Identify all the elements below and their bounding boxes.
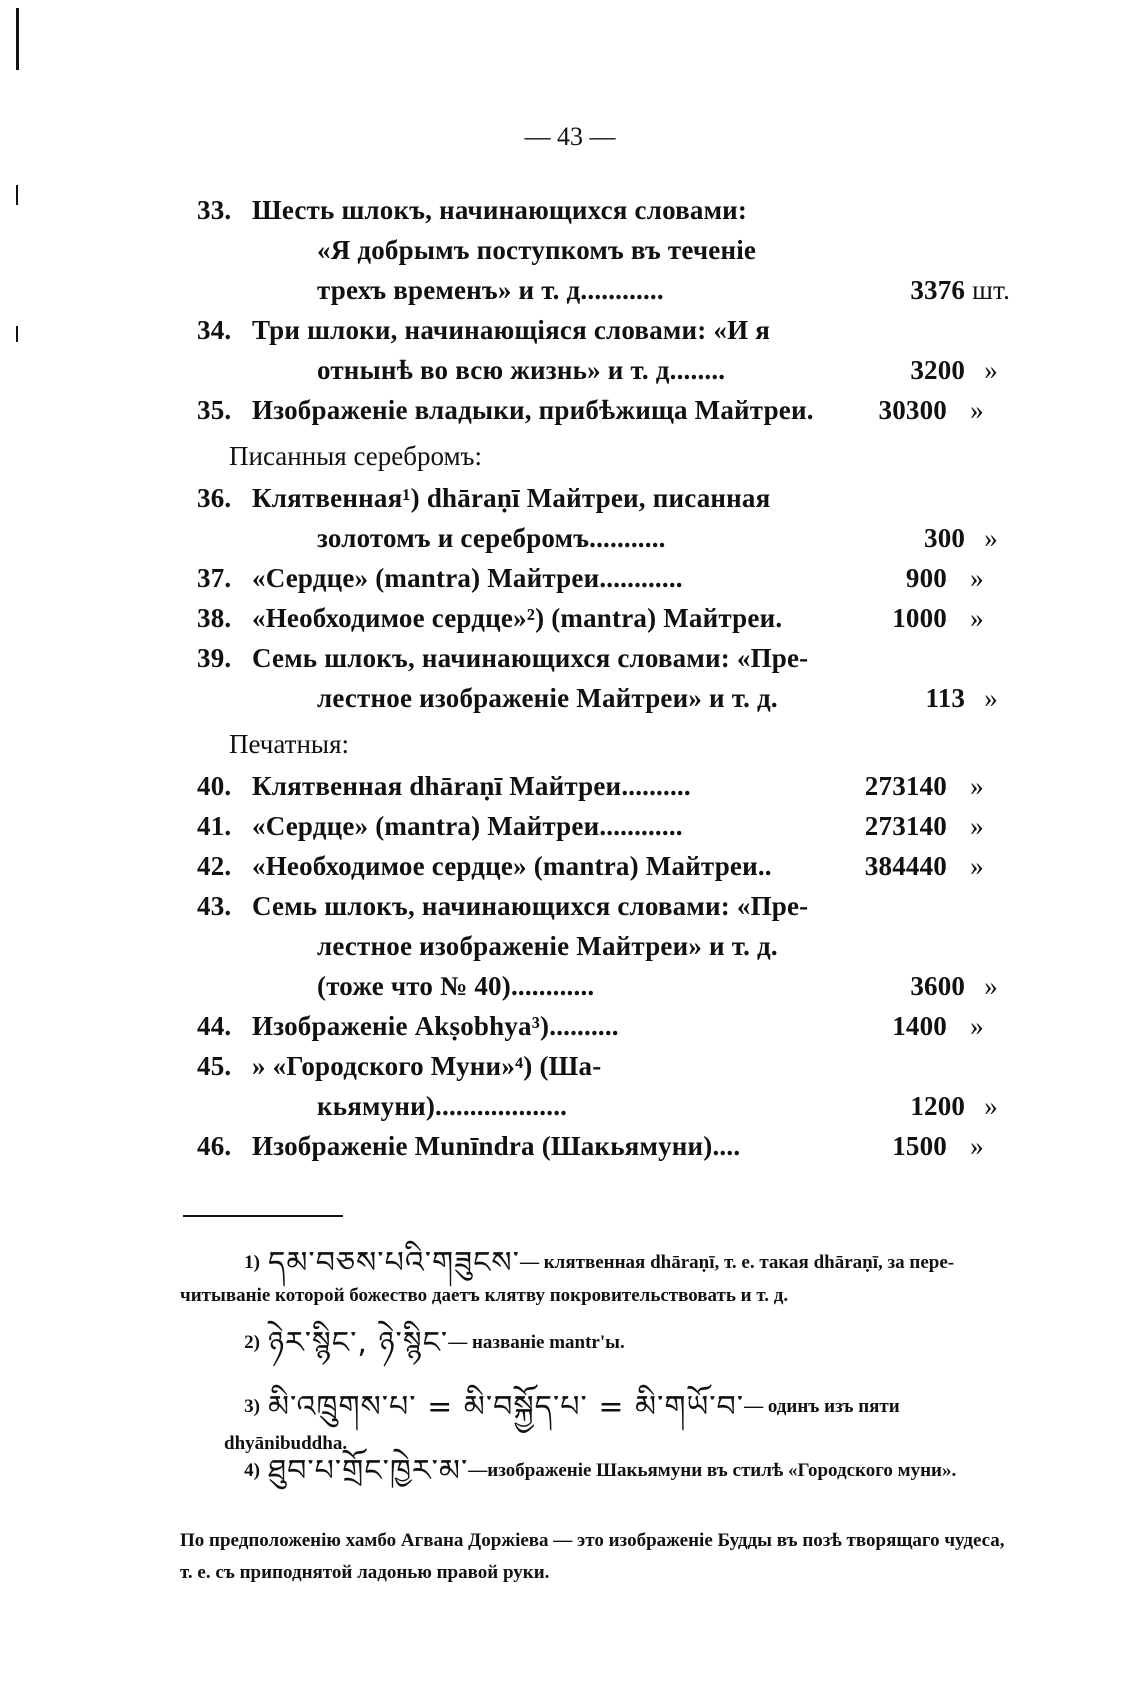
entry-number: 44. bbox=[197, 1011, 232, 1041]
leader-dots: ............ bbox=[599, 563, 683, 593]
entry-number: 40. bbox=[197, 771, 232, 801]
entry-unit: » bbox=[970, 771, 984, 801]
entry-final-line bbox=[197, 598, 1017, 638]
footnote-2 bbox=[180, 1325, 1020, 1389]
entry-quantity: 1200 bbox=[910, 1091, 966, 1121]
entry-line bbox=[197, 638, 1017, 678]
entry-number: 46. bbox=[197, 1131, 232, 1161]
entry-text-cell bbox=[197, 1046, 827, 1086]
entry-quantity: 3200 bbox=[910, 355, 966, 385]
entry-quantity: 113 bbox=[925, 683, 966, 713]
entry-final-line bbox=[197, 390, 1017, 430]
leader-dots: ....... bbox=[676, 355, 726, 385]
entry-text: (тоже что № 40) bbox=[317, 971, 511, 1001]
entry-line bbox=[197, 886, 1017, 926]
entry-text: Семь шлокъ, начинающихся словами: «Пре- bbox=[252, 643, 809, 673]
entry-unit: » bbox=[970, 563, 984, 593]
entry-final-line bbox=[197, 518, 1017, 558]
entry-unit: » bbox=[984, 1091, 998, 1121]
entry-number: 37. bbox=[197, 563, 232, 593]
list-entry bbox=[197, 806, 1017, 846]
list-entry bbox=[197, 1006, 1017, 1046]
entry-final-line bbox=[197, 270, 1017, 310]
entry-unit: шт. bbox=[972, 275, 1011, 305]
entry-text: » «Городского Муни»⁴) (Ша- bbox=[252, 1051, 602, 1081]
entry-final-line bbox=[197, 806, 1017, 846]
entry-text: золотомъ и серебромъ bbox=[317, 523, 590, 553]
closing-note: По предположенію хамбо Агвана Доржіева — это изображеніе Будды въ позѣ творящаго чудеса, т. е. съ приподнятой ладонью правой руки. bbox=[180, 1530, 1005, 1583]
entry-line bbox=[197, 310, 1017, 350]
entry-text-cell bbox=[197, 926, 947, 966]
tibetan-text: ཉེར་སྙིང་, ཉེ་སྙིང་ bbox=[268, 1325, 449, 1361]
entry-text: Клятвенная dhāraṇī Майтреи bbox=[252, 771, 622, 801]
entry-text-cell bbox=[197, 518, 861, 558]
entry-quantity: 1500 bbox=[892, 1131, 947, 1161]
entry-text-cell bbox=[197, 390, 827, 430]
entry-quantity: 1000 bbox=[892, 603, 947, 633]
list-entry bbox=[197, 598, 1017, 638]
inventory-list bbox=[197, 190, 1017, 1166]
entry-quantity: 273140 bbox=[864, 811, 947, 841]
entry-text-cell bbox=[197, 310, 827, 350]
entry-text-cell bbox=[197, 638, 827, 678]
entry-number: 34. bbox=[197, 315, 232, 345]
leader-dots bbox=[814, 390, 827, 430]
scan-edge-mark bbox=[16, 326, 18, 342]
entry-text: лестное изображеніе Майтреи» и т. д. bbox=[317, 683, 778, 713]
entry-text: «Необходимое сердце» (mantra) Майтреи bbox=[252, 851, 758, 881]
tibetan-text: ཐུབ་པ་གྲོང་ཁྱེར་མ་ bbox=[268, 1453, 469, 1489]
entry-line bbox=[197, 190, 1017, 230]
entry-unit: » bbox=[984, 971, 998, 1001]
entry-text: Изображеніе Akṣobhya³) bbox=[252, 1011, 550, 1041]
entry-text-cell bbox=[197, 846, 827, 886]
entry-quantity: 3376 bbox=[910, 275, 966, 305]
entry-unit: » bbox=[984, 683, 998, 713]
list-entry bbox=[197, 478, 1017, 558]
leader-dots: .... bbox=[712, 1131, 741, 1161]
entry-number: 38. bbox=[197, 603, 232, 633]
entry-final-line bbox=[197, 1126, 1017, 1166]
list-entry bbox=[197, 190, 1017, 310]
list-entry bbox=[197, 886, 1017, 1006]
entry-number: 39. bbox=[197, 643, 232, 673]
leader-dots: ............ bbox=[599, 811, 683, 841]
section-printed bbox=[197, 766, 1017, 1166]
entry-text: «Сердце» (mantra) Майтреи bbox=[252, 563, 600, 593]
entry-text: «Необходимое сердце»²) (mantra) Майтреи bbox=[252, 603, 776, 633]
entry-text: лестное изображеніе Майтреи» и т. д. bbox=[317, 931, 778, 961]
entry-text-cell bbox=[197, 230, 947, 270]
entry-unit: » bbox=[984, 355, 998, 385]
leader-dots: .......... bbox=[621, 771, 691, 801]
footnote-4 bbox=[180, 1453, 1020, 1517]
footnote-mark: 3) bbox=[244, 1396, 260, 1417]
entry-text-cell bbox=[197, 478, 827, 518]
footnote-mark: 2) bbox=[244, 1332, 260, 1353]
entry-text-cell bbox=[197, 350, 861, 390]
page-number: — 43 — bbox=[524, 122, 616, 151]
entry-quantity: 30300 bbox=[878, 395, 947, 425]
entry-text: Изображеніе владыки, прибѣжища Майтреи. bbox=[252, 395, 814, 425]
entry-text-cell bbox=[197, 1006, 827, 1046]
heading-silver: Писанныя серебромъ: bbox=[229, 441, 483, 471]
entry-unit: » bbox=[970, 603, 984, 633]
entry-text: «Сердце» (mantra) Майтреи bbox=[252, 811, 600, 841]
footnotes bbox=[180, 1245, 1020, 1589]
entry-text-cell bbox=[197, 1126, 827, 1166]
entry-text-cell bbox=[197, 190, 827, 230]
entry-final-line bbox=[197, 1006, 1017, 1046]
leader-dots: ............ bbox=[510, 971, 595, 1001]
tibetan-text: མི་འཁྲུགས་པ་ = མི་བསྐྱོད་པ་ = མི་གཡོ་བ་ bbox=[268, 1389, 745, 1425]
entry-text: Клятвенная¹) dhāraṇī Майтреи, писанная bbox=[252, 483, 771, 513]
list-entry bbox=[197, 310, 1017, 390]
footnote-text: — одинъ изъ пяти dhyānibuddha. bbox=[224, 1396, 900, 1454]
entry-text-cell bbox=[197, 598, 827, 638]
entry-text-cell bbox=[197, 766, 827, 806]
leader-dots: ........... bbox=[587, 275, 664, 305]
entry-text: отнынѣ во всю жизнь» и т. д. bbox=[317, 355, 677, 385]
entry-text-cell bbox=[197, 886, 827, 926]
entry-line bbox=[197, 230, 1017, 270]
entry-text-cell bbox=[197, 270, 861, 310]
footnote-rule bbox=[183, 1215, 343, 1217]
footnote-3 bbox=[180, 1389, 1020, 1453]
footnote-text: —изображеніе Шакьямуни въ стилѣ «Городского муни». bbox=[468, 1460, 957, 1481]
tibetan-text: དམ་བཅས་པའི་གཟུངས་ bbox=[268, 1245, 520, 1281]
entry-final-line bbox=[197, 558, 1017, 598]
entry-text-cell bbox=[197, 678, 861, 718]
entry-unit: » bbox=[984, 523, 998, 553]
footnote-1-continuation: читываніе которой божество даетъ клятву покровительствовать и т. д. bbox=[180, 1285, 789, 1306]
heading-printed: Печатныя: bbox=[229, 729, 349, 759]
entry-text-cell bbox=[197, 1086, 861, 1126]
entry-text: Изображеніе Munīndra (Шакьямуни) bbox=[252, 1131, 713, 1161]
list-entry bbox=[197, 766, 1017, 806]
footnote-text: — клятвенная dhāraṇī, т. е. такая dhāraṇī, за пере- bbox=[519, 1252, 955, 1273]
leader-dots: .......... bbox=[549, 1011, 619, 1041]
entry-quantity: 300 bbox=[924, 523, 966, 553]
leader-dots bbox=[778, 678, 862, 718]
entry-final-line bbox=[197, 766, 1017, 806]
entry-number: 41. bbox=[197, 811, 232, 841]
entry-text: «Я добрымъ поступкомъ въ теченіе bbox=[317, 235, 757, 265]
list-entry bbox=[197, 1046, 1017, 1126]
scan-edge-mark bbox=[16, 185, 18, 205]
entry-number: 43. bbox=[197, 891, 232, 921]
entry-unit: » bbox=[970, 851, 984, 881]
footnote-mark: 1) bbox=[244, 1252, 260, 1273]
entry-number: 42. bbox=[197, 851, 232, 881]
leader-dots: .. bbox=[757, 851, 772, 881]
entry-quantity: 900 bbox=[905, 563, 947, 593]
entry-quantity: 273140 bbox=[864, 771, 947, 801]
entry-text: Шесть шлокъ, начинающихся словами: bbox=[252, 195, 748, 225]
entry-final-line bbox=[197, 350, 1017, 390]
leader-dots: ................... bbox=[435, 1091, 568, 1121]
list-entry bbox=[197, 558, 1017, 598]
footnote-text: — названіе mantr'ы. bbox=[448, 1332, 625, 1353]
entry-final-line bbox=[197, 1086, 1017, 1126]
list-entry bbox=[197, 846, 1017, 886]
entry-number: 36. bbox=[197, 483, 232, 513]
list-entry bbox=[197, 1126, 1017, 1166]
list-entry bbox=[197, 638, 1017, 718]
leader-dots: . bbox=[775, 603, 783, 633]
section-gold bbox=[197, 190, 1017, 430]
section-silver bbox=[197, 478, 1017, 718]
entry-quantity: 384440 bbox=[864, 851, 947, 881]
entry-number: 35. bbox=[197, 395, 232, 425]
entry-final-line bbox=[197, 678, 1017, 718]
entry-text: Три шлоки, начинающіяся словами: «И я bbox=[252, 315, 771, 345]
entry-line bbox=[197, 478, 1017, 518]
entry-quantity: 1400 bbox=[892, 1011, 947, 1041]
entry-line bbox=[197, 1046, 1017, 1086]
footnote-mark: 4) bbox=[244, 1460, 260, 1481]
list-entry bbox=[197, 390, 1017, 430]
entry-text: Семь шлокъ, начинающихся словами: «Пре- bbox=[252, 891, 809, 921]
entry-quantity: 3600 bbox=[910, 971, 966, 1001]
leader-dots: ........... bbox=[589, 523, 666, 553]
entry-text: трехъ временъ» и т. д. bbox=[317, 275, 588, 305]
entry-number: 33. bbox=[197, 195, 232, 225]
entry-text-cell bbox=[197, 806, 827, 846]
entry-text: кьямуни) bbox=[317, 1091, 436, 1121]
entry-unit: » bbox=[970, 1011, 984, 1041]
entry-line bbox=[197, 926, 1017, 966]
entry-unit: » bbox=[970, 811, 984, 841]
entry-unit: » bbox=[970, 1131, 984, 1161]
entry-final-line bbox=[197, 966, 1017, 1006]
scan-edge-mark bbox=[16, 8, 19, 70]
entry-text-cell bbox=[197, 558, 827, 598]
entry-text-cell bbox=[197, 966, 861, 1006]
entry-number: 45. bbox=[197, 1051, 232, 1081]
entry-unit: » bbox=[970, 395, 984, 425]
entry-final-line bbox=[197, 846, 1017, 886]
